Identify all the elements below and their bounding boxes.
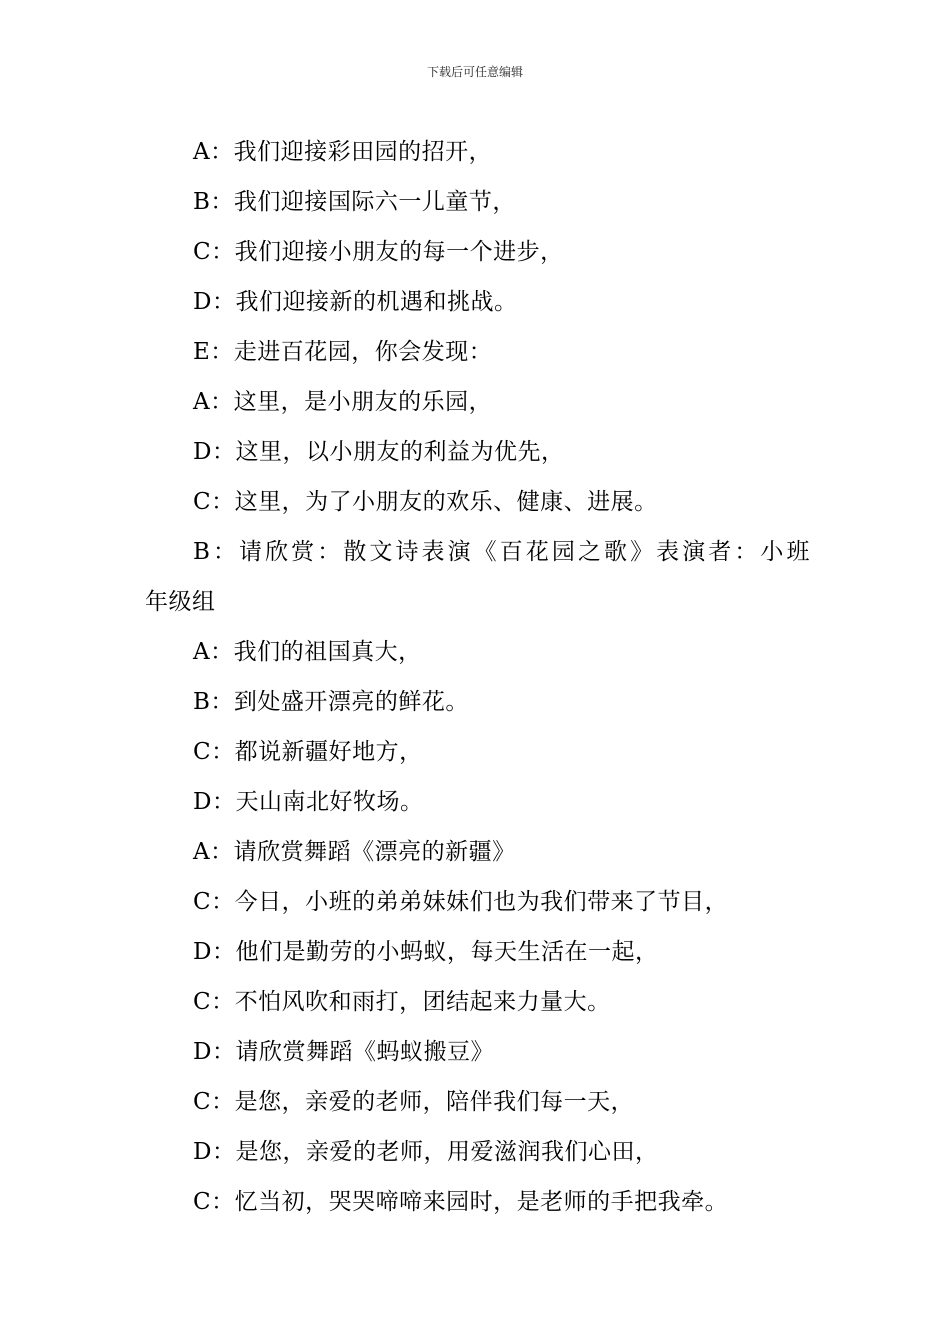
script-line: C：这里，为了小朋友的欢乐、健康、进展。: [193, 489, 658, 515]
script-line: B：我们迎接国际六一儿童节，: [193, 189, 516, 215]
script-line: B：到处盛开漂亮的鲜花。: [193, 689, 469, 715]
script-line: A：我们的祖国真大，: [193, 639, 422, 665]
script-line: A：请欣赏舞蹈《漂亮的新疆》: [193, 839, 516, 865]
page-header: 下载后可任意编辑: [426, 65, 523, 79]
script-line: D：他们是勤劳的小蚂蚁，每天生活在一起，: [193, 939, 659, 965]
script-line: E：走进百花园，你会发现：: [193, 339, 493, 365]
script-line: D：是您，亲爱的老师，用爱滋润我们心田，: [193, 1139, 659, 1165]
script-line: D：天山南北好牧场。: [193, 789, 424, 815]
script-line: C：我们迎接小朋友的每一个进步，: [193, 239, 564, 265]
script-line: C：都说新疆好地方，: [193, 739, 423, 765]
script-line: C：不怕风吹和雨打，团结起来力量大。: [193, 989, 611, 1015]
script-line: A：我们迎接彩田园的招开，: [193, 139, 493, 165]
script-line: A：这里，是小朋友的乐园，: [193, 389, 493, 415]
script-line: C：是您，亲爱的老师，陪伴我们每一天，: [193, 1089, 635, 1115]
script-line: D：请欣赏舞蹈《蚂蚁搬豆》: [193, 1039, 494, 1065]
script-line: 年级组: [145, 589, 216, 615]
script-line: C：忆当初，哭哭啼啼来园时，是老师的手把我牵。: [193, 1189, 729, 1215]
document-body: [145, 127, 810, 1227]
script-line: C：今日，小班的弟弟妹妹们也为我们带来了节目，: [193, 889, 729, 915]
script-line: B：请欣赏：散文诗表演《百花园之歌》表演者：小班: [193, 539, 810, 565]
script-line: D：我们迎接新的机遇和挑战。: [193, 289, 518, 315]
script-line: D：这里，以小朋友的利益为优先，: [193, 439, 565, 465]
